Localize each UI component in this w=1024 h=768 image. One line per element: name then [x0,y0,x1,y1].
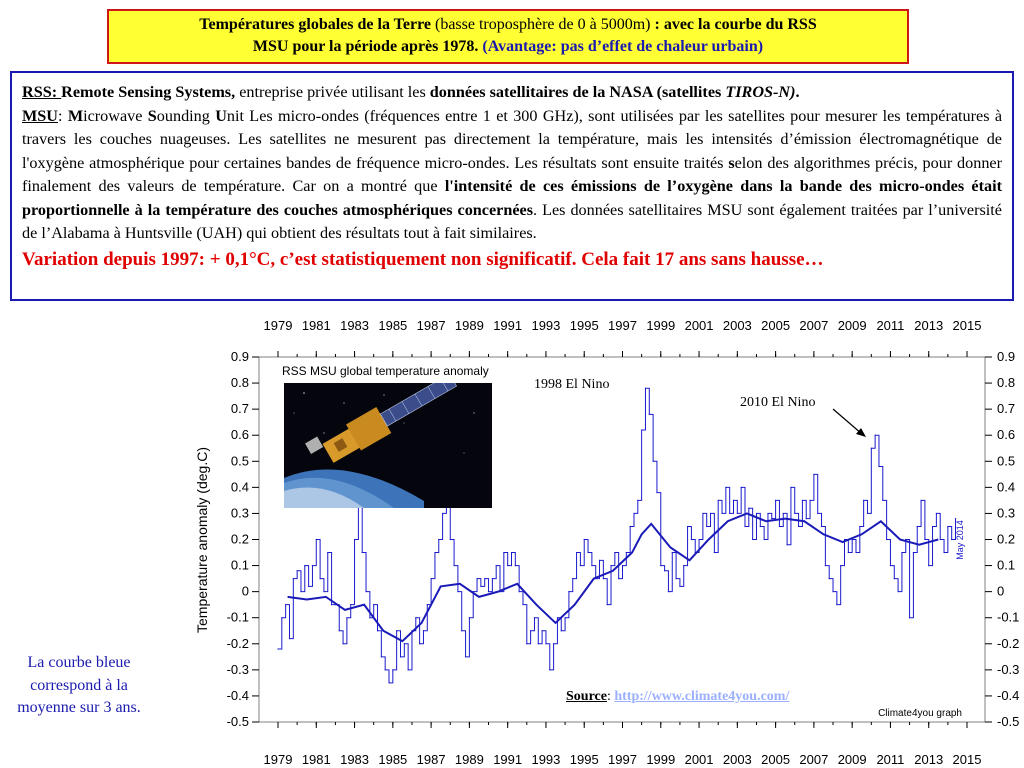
monthly-point [698,539,699,540]
monthly-point [725,487,726,488]
monthly-point [756,513,757,514]
x-tick-label-top: 1991 [493,318,523,333]
monthly-point [542,630,543,631]
monthly-point [775,500,776,501]
monthly-point [817,513,818,514]
title-rss: : avec la courbe du RSS [650,16,817,33]
msu-part1: icrowave [83,106,148,125]
monthly-point [427,604,428,605]
monthly-point [365,591,366,592]
msu-bold: l'intensité de ces émissions de l’oxygène dans la bande des micro-ondes était proportionnelle à la température des couches atmosphériques concernées [22,177,1002,219]
monthly-point [878,466,879,467]
monthly-point [683,565,684,566]
x-tick-label-bottom: 2015 [952,752,982,767]
monthly-point [779,526,780,527]
x-tick-label-top: 1979 [263,318,293,333]
monthly-point [431,578,432,579]
monthly-point [721,513,722,514]
x-tick-label-bottom: 2003 [722,752,752,767]
monthly-point [687,526,688,527]
monthly-point [354,539,355,540]
monthly-point [281,617,282,618]
y-tick-label-left: -0.3 [226,661,249,677]
monthly-point [882,500,883,501]
monthly-point [492,578,493,579]
monthly-point [855,552,856,553]
chart-credit: Climate4you graph [878,708,962,719]
monthly-point [576,552,577,553]
monthly-point [813,474,814,475]
monthly-point [423,630,424,631]
monthly-point [844,539,845,540]
y-tick-label-right: 0.4 [997,479,1016,495]
rss-label: RSS: [22,83,62,101]
x-tick-label-bottom: 1985 [378,752,408,767]
y-tick-label-right: 0.5 [997,453,1016,469]
monthly-point [836,604,837,605]
annotation-1998: 1998 El Nino [534,377,610,392]
monthly-point [955,518,956,519]
y-tick-label-left: 0.2 [230,531,249,547]
msu-text2: elon des algorithmes précis, pour donner finalement des valeurs de température. Car on a montré que [22,153,1002,195]
monthly-point [607,604,608,605]
monthly-point [377,630,378,631]
rss-bold: données satellitaires de la NASA (satellites [429,83,726,101]
y-tick-label-right: 0.8 [997,375,1016,391]
msu-m: M [67,106,84,125]
x-tick-label-bottom: 1997 [608,752,637,767]
rss-end: . [795,83,800,101]
msu-s: S [147,106,157,125]
y-axis-label: Temperature anomaly (deg.C) [194,447,210,633]
monthly-point [557,617,558,618]
x-tick-label-bottom: 2007 [799,752,829,767]
x-tick-label-top: 1985 [378,318,408,333]
monthly-point [920,500,921,501]
monthly-point [936,513,937,514]
monthly-point [710,513,711,514]
monthly-point [331,604,332,605]
title-sub: (basse troposphère de 0 à 5000m) [430,16,651,33]
monthly-point [875,435,876,436]
monthly-point [434,552,435,553]
x-tick-label-bottom: 1989 [454,752,484,767]
y-tick-label-right: -0.2 [997,635,1020,651]
monthly-point [679,586,680,587]
y-tick-label-right: -0.3 [997,661,1020,677]
monthly-point [848,552,849,553]
monthly-point [465,656,466,657]
x-tick-label-top: 1981 [301,318,331,333]
monthly-point [901,552,902,553]
monthly-point [752,539,753,540]
x-tick-label-bottom: 1979 [263,752,293,767]
monthly-point [741,487,742,488]
monthly-point [308,586,309,587]
x-tick-label-top: 2009 [837,318,867,333]
monthly-point [339,630,340,631]
monthly-point [825,565,826,566]
monthly-point [917,526,918,527]
x-tick-label-bottom: 2013 [914,752,944,767]
x-tick-label-top: 2007 [799,318,829,333]
monthly-point [829,578,830,579]
x-tick-label-top: 2013 [914,318,944,333]
monthly-point [591,565,592,566]
monthly-point [530,630,531,631]
monthly-point [859,526,860,527]
monthly-point [312,565,313,566]
monthly-point [277,648,278,649]
monthly-point [480,586,481,587]
annotation-2010: 2010 El Nino [740,395,816,410]
y-tick-label-right: -0.1 [997,609,1020,625]
monthly-point [526,643,527,644]
monthly-point [924,539,925,540]
monthly-point [549,669,550,670]
monthly-point [832,591,833,592]
monthly-point [764,539,765,540]
monthly-point [928,565,929,566]
rss-name: Remote Sensing Systems, [61,83,236,101]
monthly-point [316,539,317,540]
rss-text: entreprise privée utilisant les [235,83,430,101]
monthly-point [706,526,707,527]
y-tick-label-left: 0.1 [230,557,249,573]
y-tick-label-right: 0.9 [997,349,1016,364]
monthly-point [675,578,676,579]
monthly-point [323,591,324,592]
y-tick-label-right: 0.1 [997,557,1016,573]
monthly-point [641,429,642,430]
msu-sep: : [57,106,68,125]
monthly-point [656,492,657,493]
monthly-point [618,578,619,579]
source-link[interactable]: http://www.climate4you.com/ [614,689,790,704]
msu-text3: . Les données satellitaires MSU sont également traitées par l’université de l’Alabama à Huntsville (UAH) qui obtient des résultats tout à fait similaires. [22,200,1002,242]
monthly-point [649,414,650,415]
monthly-point [794,513,795,514]
monthly-point [564,617,565,618]
monthly-point [346,617,347,618]
monthly-point [457,591,458,592]
monthly-point [890,565,891,566]
monthly-point [572,578,573,579]
monthly-point [660,565,661,566]
monthly-point [580,565,581,566]
monthly-point [450,539,451,540]
satellite-photo [284,383,492,508]
monthly-point [610,565,611,566]
x-tick-label-bottom: 2011 [876,752,905,767]
y-tick-label-right: -0.5 [997,714,1020,729]
monthly-point [404,643,405,644]
y-tick-label-left: 0.3 [230,505,249,521]
x-tick-label-top: 2005 [761,318,791,333]
monthly-point [898,591,899,592]
title-main: Températures globales de la Terre [199,16,431,33]
monthly-point [737,513,738,514]
monthly-point [894,578,895,579]
chart-title: RSS MSU global temperature anomaly [282,364,489,378]
monthly-point [603,578,604,579]
monthly-point [951,539,952,540]
y-tick-label-left: 0.5 [230,453,249,469]
source-label: Source [566,689,607,704]
monthly-point [488,591,489,592]
monthly-point [767,513,768,514]
side-note: La courbe bleue correspond à la moyenne sur 3 ans. [17,654,141,716]
monthly-point [538,643,539,644]
monthly-point [718,500,719,501]
monthly-point [913,552,914,553]
monthly-point [863,500,864,501]
monthly-point [886,539,887,540]
y-tick-label-left: 0.8 [230,375,249,391]
monthly-point [599,560,600,561]
source-credit [566,689,789,705]
msu-u: U [215,106,227,125]
monthly-point [871,448,872,449]
end-date-label: May 2014 [955,520,965,560]
monthly-point [947,526,948,527]
monthly-point [802,500,803,501]
monthly-point [748,508,749,509]
monthly-point [806,518,807,519]
monthly-point [771,518,772,519]
monthly-point [388,682,389,683]
annotation-arrow [833,409,862,434]
y-tick-label-right: 0.3 [997,505,1016,521]
monthly-point [821,526,822,527]
monthly-point [469,617,470,618]
monthly-point [522,604,523,605]
x-tick-label-top: 1995 [569,318,599,333]
monthly-point [622,565,623,566]
y-tick-label-right: 0.6 [997,427,1016,443]
monthly-point [285,604,286,605]
y-tick-label-right: 0 [997,583,1005,599]
y-tick-label-left: -0.2 [226,635,249,651]
monthly-point [519,591,520,592]
monthly-point [630,526,631,527]
monthly-point [840,565,841,566]
x-tick-label-bottom: 1999 [646,752,676,767]
monthly-point [373,604,374,605]
monthly-point [438,539,439,540]
monthly-point [909,617,910,618]
y-tick-label-left: -0.4 [226,687,249,703]
msu-s2: s [728,153,735,172]
x-tick-label-top: 2011 [876,318,905,333]
x-tick-label-bottom: 2009 [837,752,867,767]
monthly-point [350,604,351,605]
monthly-point [545,643,546,644]
title-advantage: (Avantage: pas d’effet de chaleur urbain) [482,38,764,55]
y-tick-label-right: 0.2 [997,531,1016,547]
monthly-point [511,552,512,553]
msu-part2: ounding [156,106,216,125]
monthly-point [297,570,298,571]
monthly-point [496,565,497,566]
monthly-point [653,461,654,462]
monthly-point [809,500,810,501]
monthly-point [932,526,933,527]
x-tick-label-top: 1983 [340,318,370,333]
y-tick-label-left: 0.4 [230,479,249,495]
conclusion: Variation depuis 1997: + 0,1°C, c’est statistiquement non significatif. Cela fait 17 ans sans hausse… [22,248,824,270]
monthly-point [300,591,301,592]
monthly-point [587,552,588,553]
monthly-point [940,539,941,540]
monthly-point [672,552,673,553]
monthly-point [614,552,615,553]
monthly-point [645,388,646,389]
msu-label: MSU [22,106,58,125]
x-tick-label-bottom: 1991 [493,752,523,767]
monthly-point [867,513,868,514]
x-tick-label-bottom: 1995 [569,752,599,767]
monthly-point [786,544,787,545]
monthly-point [507,565,508,566]
monthly-point [798,526,799,527]
x-tick-label-top: 1989 [454,318,484,333]
x-tick-label-top: 2001 [684,318,714,333]
monthly-point [943,552,944,553]
monthly-point [385,669,386,670]
monthly-point [396,630,397,631]
x-tick-label-bottom: 1981 [301,752,331,767]
monthly-point [503,552,504,553]
monthly-point [419,643,420,644]
monthly-point [702,513,703,514]
monthly-point [461,630,462,631]
monthly-point [568,591,569,592]
monthly-point [408,669,409,670]
monthly-point [381,656,382,657]
monthly-point [362,552,363,553]
y-tick-label-left: 0.6 [230,427,249,443]
monthly-point [400,656,401,657]
monthly-point [369,617,370,618]
monthly-point [453,565,454,566]
x-tick-label-bottom: 1993 [531,752,561,767]
y-tick-label-right: -0.4 [997,687,1020,703]
x-tick-label-top: 1999 [646,318,676,333]
monthly-point [415,617,416,618]
monthly-point [320,578,321,579]
monthly-point [633,513,634,514]
monthly-point [534,617,535,618]
monthly-point [664,570,665,571]
satellite-image [284,383,492,508]
x-tick-label-bottom: 1987 [416,752,446,767]
y-tick-label-left: -0.5 [226,714,249,729]
satellite-name: TIROS-N) [725,83,796,101]
y-tick-label-left: 0 [241,583,249,599]
x-tick-label-bottom: 2001 [684,752,714,767]
monthly-point [484,578,485,579]
monthly-point [783,513,784,514]
y-tick-label-left: 0.7 [230,401,249,417]
monthly-point [626,552,627,553]
monthly-point [691,539,692,540]
monthly-point [714,552,715,553]
x-tick-label-bottom: 2005 [761,752,791,767]
x-tick-label-top: 2003 [722,318,752,333]
source-separator: : [606,689,615,704]
monthly-point [760,526,761,527]
monthly-point [289,638,290,639]
monthly-point [293,578,294,579]
x-tick-label-top: 1987 [416,318,446,333]
x-tick-label-top: 1997 [608,318,637,333]
x-tick-label-bottom: 1983 [340,752,370,767]
monthly-point [476,578,477,579]
monthly-point [561,630,562,631]
monthly-point [790,487,791,488]
monthly-point [744,526,745,527]
monthly-point [342,643,343,644]
monthly-point [729,513,730,514]
monthly-point [668,591,669,592]
monthly-point [392,669,393,670]
monthly-point [304,565,305,566]
monthly-point [733,500,734,501]
msu-text: nit Les micro-ondes (fréquences entre 1 et 300 GHz), sont utilisées par les satellites pour mesurer les températures à travers les couches nuageuses. Les satellites ne mesurent pas directement la température, mais les intensités d’émission électromagnétique de l'oxygène atmosphérique pour certaines bandes de fréquence micro-ondes. Les résultats sont ensuite traités [22,106,1003,172]
x-tick-label-top: 1993 [531,318,561,333]
x-tick-label-top: 2015 [952,318,982,333]
title-period: MSU pour la période après 1978. [252,38,483,55]
monthly-point [553,643,554,644]
monthly-point [327,552,328,553]
y-tick-label-left: -0.1 [226,609,249,625]
y-tick-label-right: 0.7 [997,401,1016,417]
monthly-point [637,500,638,501]
monthly-point [584,539,585,540]
monthly-point [515,565,516,566]
y-tick-label-left: 0.9 [230,349,249,364]
monthly-point [442,513,443,514]
